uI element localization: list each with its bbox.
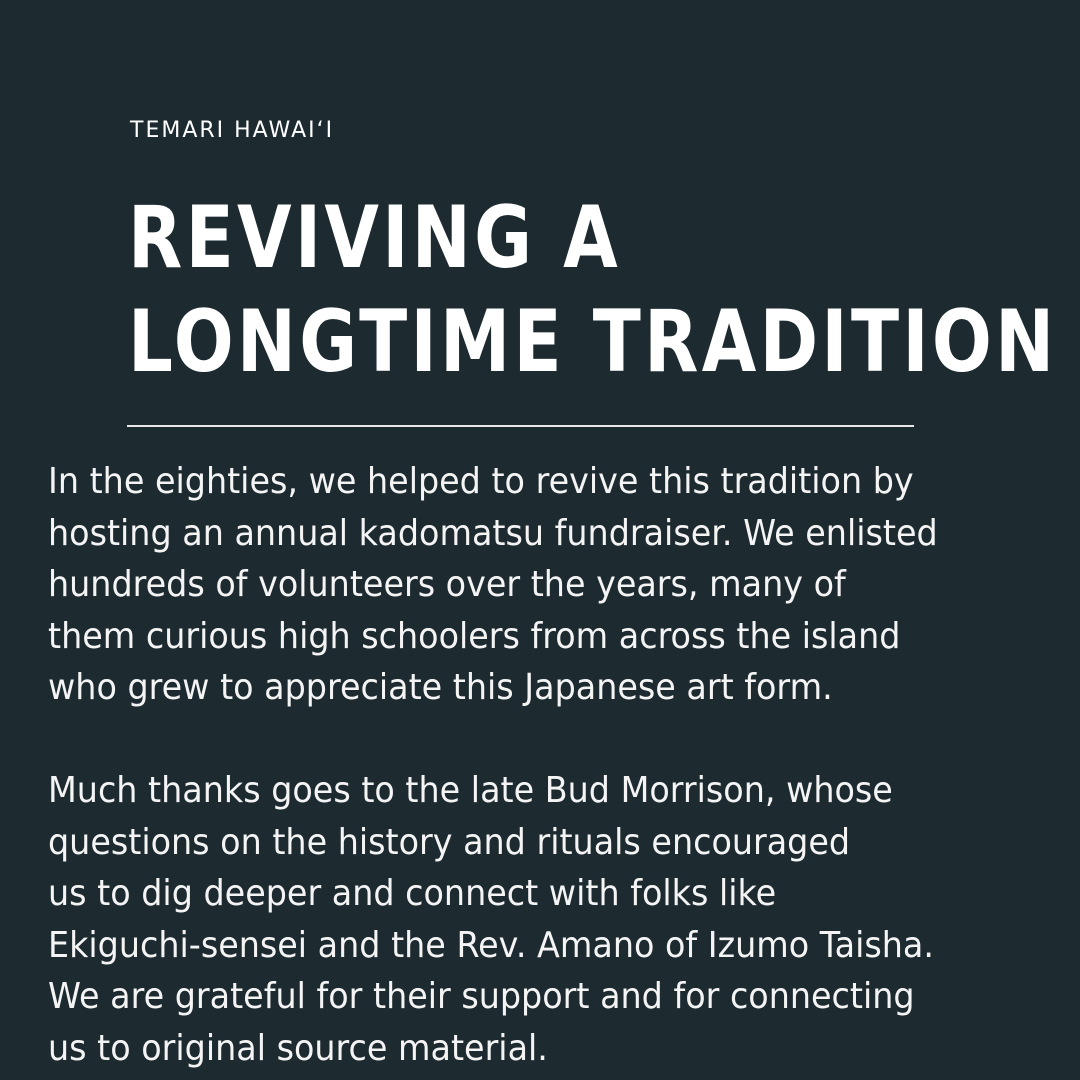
divider-rule xyxy=(127,425,914,427)
paragraph-1-line: In the eighties, we helped to revive this tradition by xyxy=(48,461,914,502)
paragraph-1 xyxy=(48,456,997,714)
paragraph-2-line: We are grateful for their support and for connecting xyxy=(48,976,915,1017)
paragraph-2-line: us to original source material. xyxy=(48,1027,548,1069)
paragraph-1-line: who grew to appreciate this Japanese art form. xyxy=(48,667,833,708)
headline xyxy=(128,186,1057,394)
body-text xyxy=(48,456,997,1074)
paragraph-2-line: questions on the history and rituals encouraged xyxy=(48,821,851,863)
paragraph-2-line: Ekiguchi-sensei and the Rev. Amano of Izumo Taisha. xyxy=(48,924,934,966)
paragraph-2-line: Much thanks goes to the late Bud Morrison, whose xyxy=(48,770,893,811)
paragraph-2 xyxy=(48,765,997,1074)
paragraph-2-line: us to dig deeper and connect with folks like xyxy=(48,873,777,914)
paragraph-1-line: them curious high schoolers from across the island xyxy=(48,615,901,657)
paragraph-1-line: hosting an annual kadomatsu fundraiser. We enlisted xyxy=(48,512,938,554)
headline-line-1: REVIVING A xyxy=(128,188,621,288)
headline-line-2: LONGTIME TRADITION xyxy=(128,292,1058,392)
brand-eyebrow: TEMARI HAWAI‘I xyxy=(130,118,335,143)
paragraph-1-line: hundreds of volunteers over the years, many of xyxy=(48,564,846,605)
